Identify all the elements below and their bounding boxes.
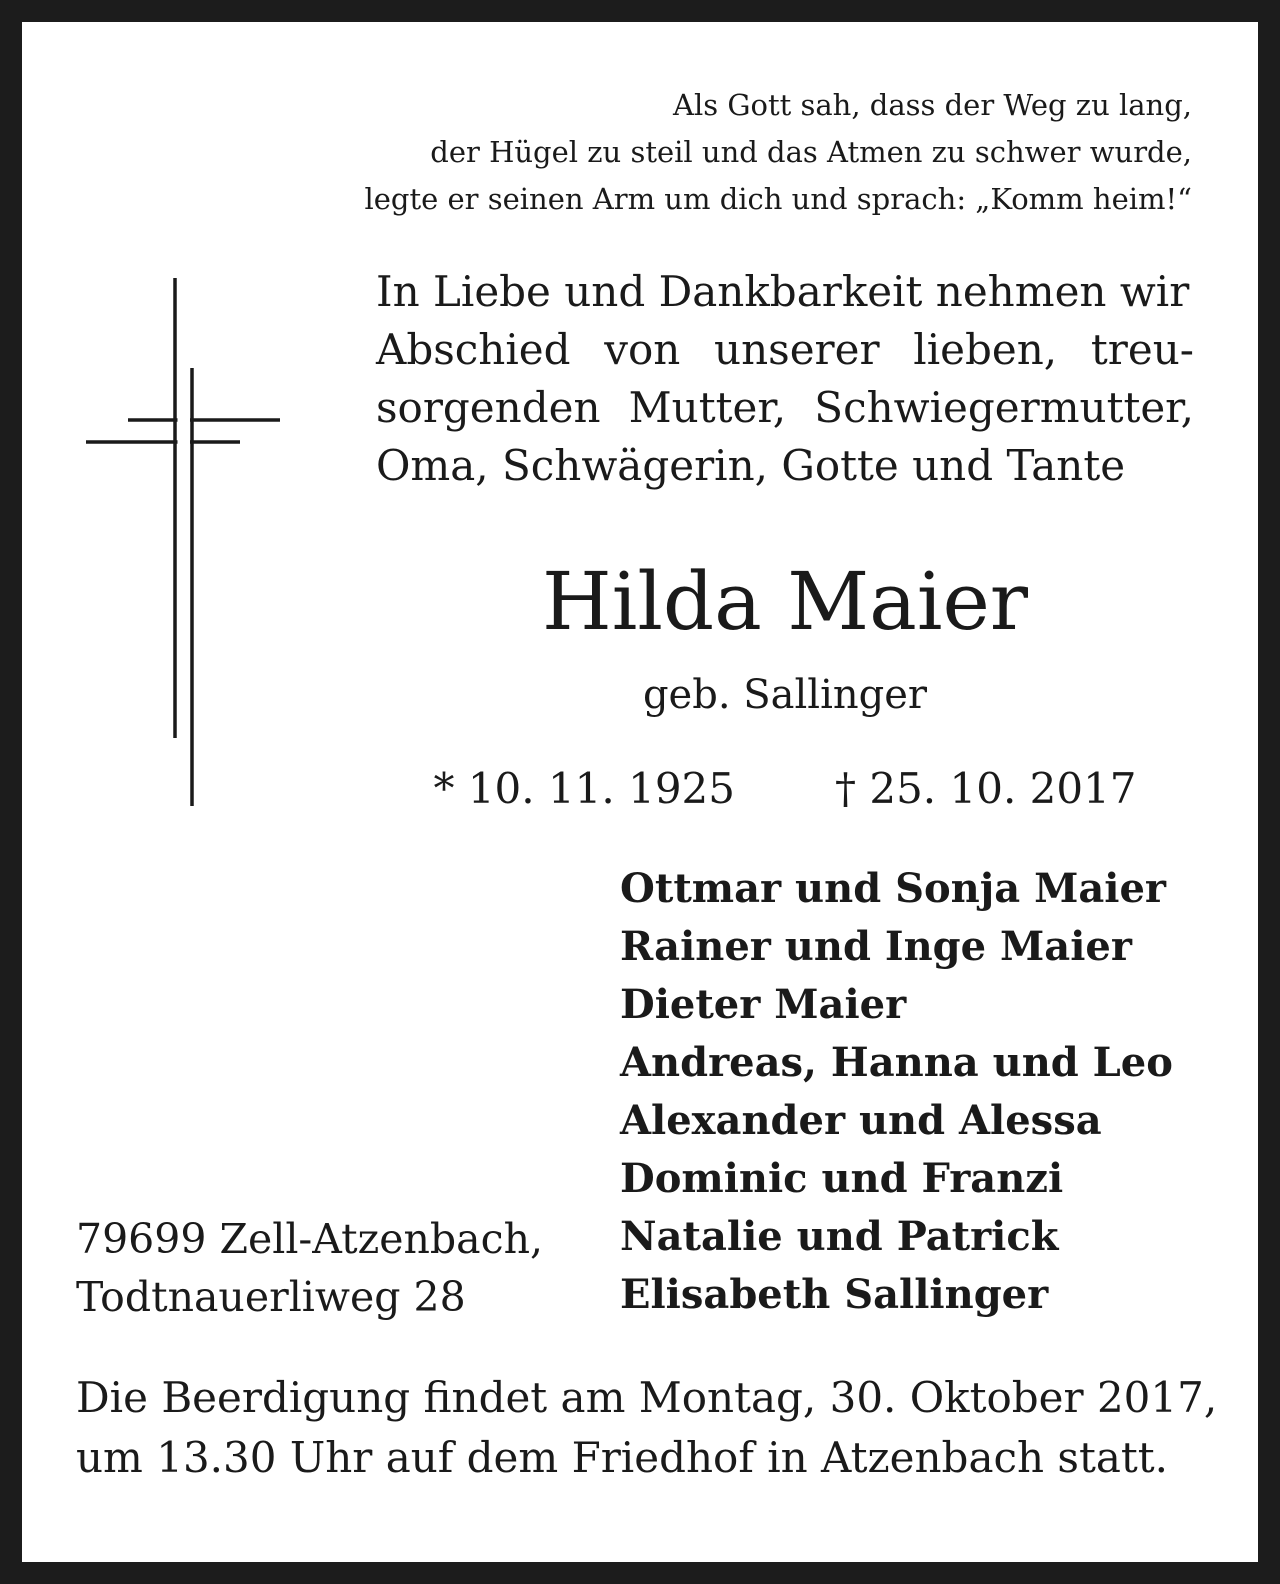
mourner-name: Dieter Maier — [620, 981, 907, 1028]
maiden-name: geb. Sallinger — [642, 672, 928, 718]
intro-word: Mutter, — [628, 383, 787, 432]
cross-icon — [82, 278, 282, 808]
intro-word: Schwiegermutter, — [814, 383, 1194, 432]
mourner-name: Andreas, Hanna und Leo — [620, 1039, 1173, 1086]
intro-line — [376, 379, 1194, 437]
funeral-line: um 13.30 Uhr auf dem Friedhof in Atzenbach statt. — [76, 1433, 1168, 1482]
funeral-info — [76, 1368, 1218, 1488]
motto-verse — [292, 82, 1192, 223]
address-block — [76, 1210, 596, 1326]
birth-date: * 10. 11. 1925 — [433, 764, 735, 813]
motto-line: Als Gott sah, dass der Weg zu lang, — [673, 88, 1192, 122]
motto-line: legte er seinen Arm um dich und sprach: „Komm heim!“ — [364, 182, 1192, 216]
mourners-list — [620, 860, 1240, 1324]
deceased-name: Hilda Maier — [541, 555, 1029, 648]
mourner-name: Elisabeth Sallinger — [620, 1271, 1049, 1318]
address-line: Todtnauerliweg 28 — [76, 1273, 466, 1321]
intro-text — [376, 263, 1194, 495]
intro-line: In Liebe und Dankbarkeit nehmen wir — [376, 267, 1190, 316]
obituary-notice — [22, 22, 1258, 1562]
intro-word: lieben, — [913, 325, 1058, 374]
mourner-name: Rainer und Inge Maier — [620, 923, 1132, 970]
intro-word: von — [604, 325, 681, 374]
intro-word: sorgenden — [376, 383, 601, 432]
mourner-name: Alexander und Alessa — [620, 1097, 1102, 1144]
life-dates — [376, 762, 1194, 816]
intro-line: Oma, Schwägerin, Gotte und Tante — [376, 441, 1126, 490]
funeral-line: Die Beerdigung findet am Montag, 30. Oktober 2017, — [76, 1373, 1218, 1422]
intro-word: Abschied — [376, 325, 571, 374]
death-date: † 25. 10. 2017 — [835, 764, 1137, 813]
mourner-name: Natalie und Patrick — [620, 1213, 1059, 1260]
intro-line — [376, 321, 1194, 379]
mourner-name: Ottmar und Sonja Maier — [620, 865, 1166, 912]
intro-word: unserer — [714, 325, 880, 374]
intro-word: treu- — [1090, 325, 1194, 374]
motto-line: der Hügel zu steil und das Atmen zu schwer wurde, — [430, 135, 1192, 169]
address-line: 79699 Zell-Atzenbach, — [76, 1215, 544, 1263]
mourner-name: Dominic und Franzi — [620, 1155, 1064, 1202]
